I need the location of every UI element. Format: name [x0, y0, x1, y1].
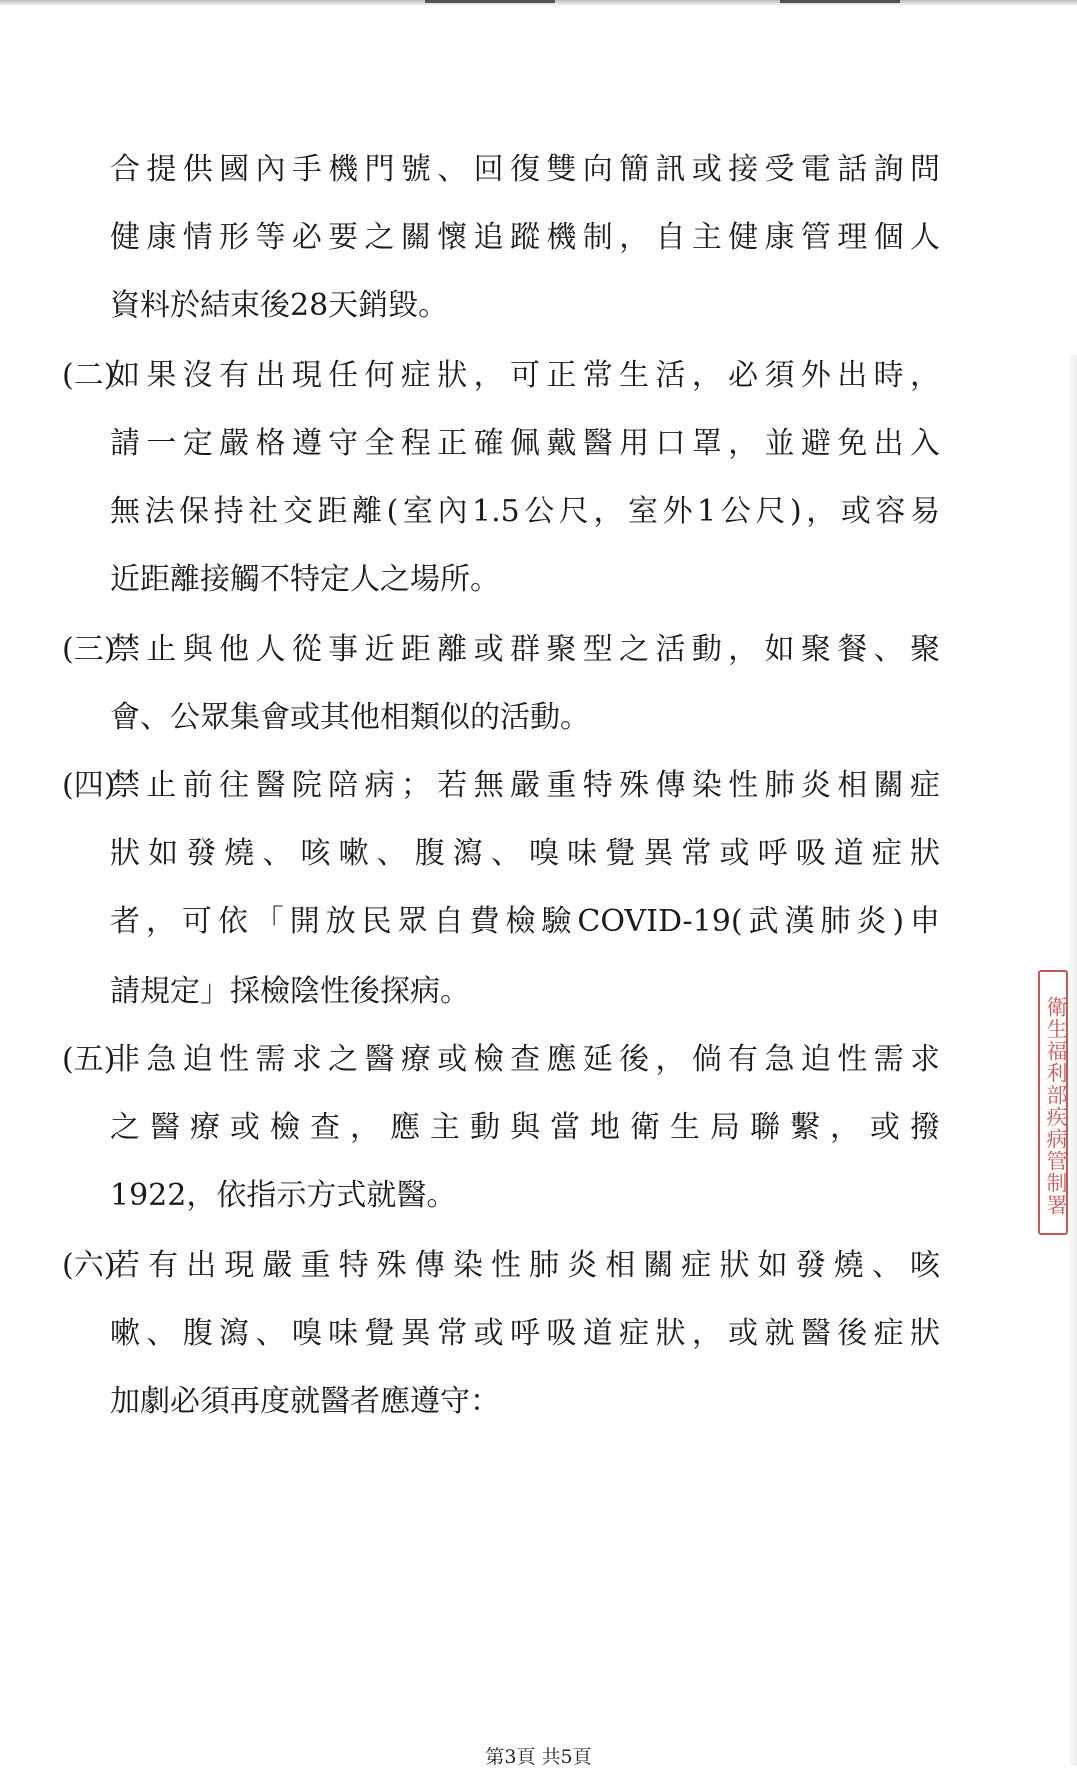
item-marker: (二) [62, 358, 116, 393]
item-marker: (六) [62, 1248, 116, 1283]
text-line: 嗽、腹瀉、嗅味覺異常或呼吸道症狀，或就醫後症狀 [110, 1316, 940, 1351]
text-line: 若有出現嚴重特殊傳染性肺炎相關症狀如發燒、咳 [110, 1248, 940, 1283]
text-line: 健康情形等必要之關懷追蹤機制，自主健康管理個人 [110, 220, 940, 255]
text-line: 如果沒有出現任何症狀，可正常生活，必須外出時， [110, 358, 940, 393]
official-seal-stamp: 衛生福利部疾病管制署 [1038, 970, 1068, 1235]
page-number: 第3頁 共5頁 [485, 1746, 592, 1768]
item-marker: (四) [62, 768, 116, 803]
text-line: 非急迫性需求之醫療或檢查應延後，倘有急迫性需求 [110, 1042, 940, 1077]
text-line: 禁止與他人從事近距離或群聚型之活動，如聚餐、聚 [110, 632, 940, 667]
text-line: 狀如發燒、咳嗽、腹瀉、嗅味覺異常或呼吸道症狀 [110, 836, 940, 871]
text-line: 之醫療或檢查，應主動與當地衛生局聯繫，或撥 [110, 1110, 940, 1145]
text-line: 請規定」採檢陰性後探病。 [110, 974, 470, 1009]
text-line: 資料於結束後28天銷毀。 [110, 288, 449, 323]
text-line: 禁止前往醫院陪病；若無嚴重特殊傳染性肺炎相關症 [110, 768, 940, 803]
text-line: 會、公眾集會或其他相類似的活動。 [110, 700, 590, 735]
text-line: 近距離接觸不特定人之場所。 [110, 562, 500, 597]
text-line: 合提供國內手機門號、回復雙向簡訊或接受電話詢問 [110, 152, 940, 187]
text-line: 者，可依「開放民眾自費檢驗COVID-19(武漢肺炎)申 [110, 904, 940, 939]
item-marker: (五) [62, 1042, 116, 1077]
text-line: 加劇必須再度就醫者應遵守： [110, 1384, 500, 1419]
text-line: 1922，依指示方式就醫。 [110, 1178, 457, 1213]
text-line: 無法保持社交距離(室內1.5公尺，室外1公尺)，或容易 [110, 494, 940, 529]
text-line: 請一定嚴格遵守全程正確佩戴醫用口罩，並避免出入 [110, 426, 940, 461]
item-marker: (三) [62, 632, 116, 667]
